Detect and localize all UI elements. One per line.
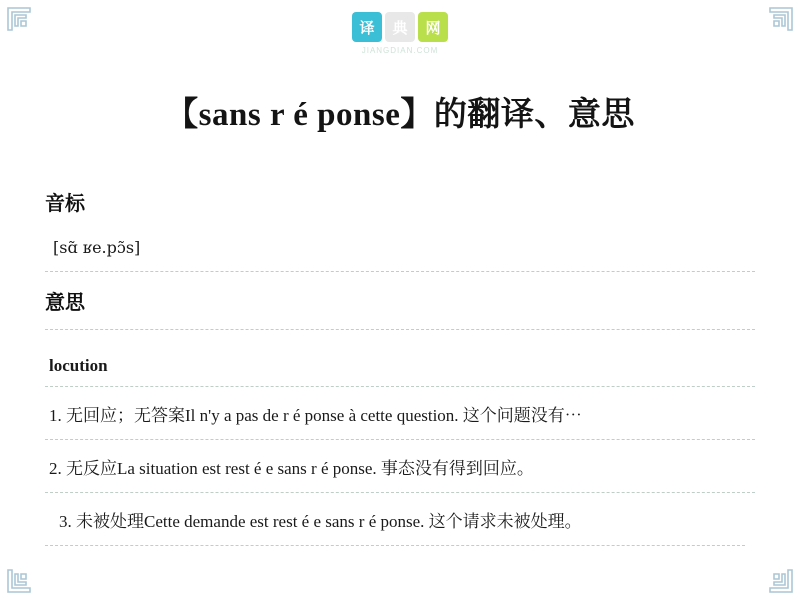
sense-item-3: 3. 未被处理Cette demande est rest é e sans r é ponse. 这个请求未被处理。 <box>59 512 582 531</box>
page-title: 【sans r é ponse】的翻译、意思 <box>165 97 635 133</box>
logo-block-2: 典 <box>385 12 415 42</box>
phonetic-transcription: [sɑ̃ ʁe.pɔ̃s] <box>53 238 141 257</box>
logo-caption: JIANGDIAN.COM <box>361 46 439 55</box>
logo-block-3: 网 <box>418 12 448 42</box>
part-of-speech: locution <box>49 356 108 375</box>
section-heading-phonetic: 音标 <box>45 193 85 215</box>
sense-item-2: 2. 无反应La situation est rest é e sans r é ponse. 事态没有得到回应。 <box>49 459 534 478</box>
divider-6 <box>45 545 745 546</box>
sense-item-1: 1. 无回应；无答案Il n'y a pas de r é ponse à cette question. 这个问题没有⋯ <box>49 406 582 425</box>
logo-block-1: 译 <box>352 12 382 42</box>
section-heading-meaning: 意思 <box>45 292 85 314</box>
